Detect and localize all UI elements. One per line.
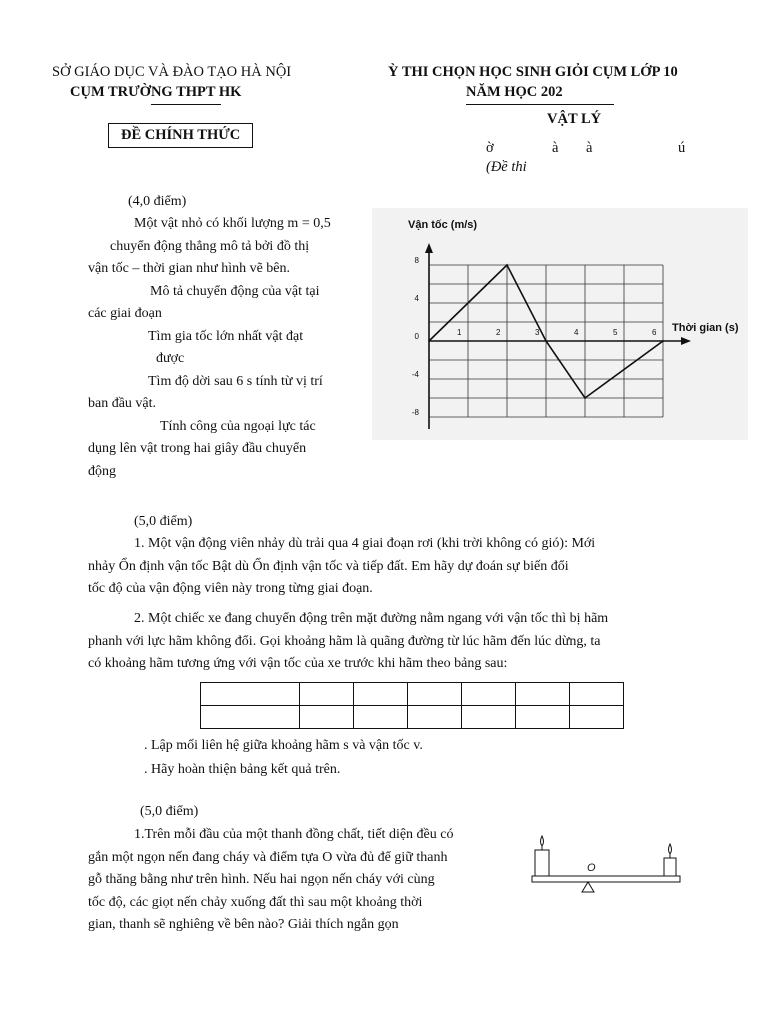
x-tick-label: 6 — [652, 328, 657, 337]
x-axis-label: Thời gian (s) — [672, 322, 739, 334]
exam-title: Ỳ THI CHỌN HỌC SINH GIỎI CỤM LỚP 10 — [388, 64, 678, 80]
q3-line-5: gian, thanh sẽ nghiêng về bên nào? Giải thích ngắn gọn — [88, 917, 399, 932]
x-tick-label: 2 — [496, 328, 501, 337]
q1-part-b-line-1: Tìm gia tốc lớn nhất vật đạt — [148, 328, 304, 344]
time-fragment-1: ờ — [486, 140, 494, 156]
q3-line-3: gỗ thăng bằng như trên hình. Nếu hai ngọn nến cháy với cùng — [88, 872, 435, 887]
q3-line-1: 1.Trên mỗi đầu của một thanh đồng chất, tiết diện đều có — [134, 827, 454, 842]
q1-part-d-line-2: dụng lên vật trong hai giây đầu chuyển — [88, 441, 307, 456]
department-name: SỞ GIÁO DỤC VÀ ĐÀO TẠO HÀ NỘI — [52, 64, 292, 80]
left-flame-icon — [541, 836, 544, 846]
q1-part-d-line-1: Tính công của ngoại lực tác — [160, 418, 316, 434]
right-header-underline — [466, 104, 614, 105]
velocity-data-point — [506, 264, 508, 266]
table-cell — [462, 683, 516, 706]
q1-points: (4,0 điểm) — [128, 194, 187, 209]
x-tick-label: 4 — [574, 328, 579, 337]
official-exam-label: ĐỀ CHÍNH THỨC — [108, 123, 253, 148]
table-cell — [201, 706, 300, 729]
table-cell — [354, 683, 408, 706]
y-tick-label: 4 — [414, 294, 419, 303]
table-cell — [516, 706, 570, 729]
subject-name: VẬT LÝ — [547, 111, 602, 127]
table-cell — [462, 706, 516, 729]
time-fragment-2: à — [552, 140, 559, 156]
q1-part-a-line-1: Mô tả chuyển động của vật tại — [150, 283, 320, 299]
q1-text — [88, 213, 364, 483]
q2-sub-b: . Hãy hoàn thiện bảng kết quả trên. — [144, 762, 341, 777]
table-row — [201, 706, 624, 729]
table-row — [201, 683, 624, 706]
velocity-time-chart — [372, 208, 748, 440]
velocity-data-point — [545, 340, 547, 342]
q1-part-c-line-1: Tìm độ dời sau 6 s tính từ vị trí — [148, 373, 323, 389]
q2-p1-line-1: 1. Một vận động viên nhảy dù trải qua 4 giai đoạn rơi (khi trời không có gió): Mới — [134, 536, 596, 551]
q2-p2-line-2: phanh với lực hãm không đổi. Gọi khoảng hãm là quãng đường từ lúc hãm đến lúc dừng, ta — [88, 633, 601, 649]
table-cell — [201, 683, 300, 706]
q2-part-2 — [88, 608, 704, 676]
q1-intro-line-1: Một vật nhỏ có khối lượng m = 0,5 — [134, 216, 331, 231]
y-tick-label: 0 — [414, 332, 419, 341]
velocity-data-point — [584, 397, 586, 399]
left-header-underline — [151, 104, 221, 105]
q2-sub-a: . Lập mối liên hệ giữa khoảng hãm s và vận tốc v. — [144, 738, 423, 753]
x-tick-label: 5 — [613, 328, 618, 337]
table-cell — [570, 706, 624, 729]
q3-line-2: gắn một ngọn nến đang cháy và điểm tựa O vừa đủ để giữ thanh — [88, 849, 448, 865]
y-tick-label: -4 — [411, 370, 419, 379]
braking-distance-table — [200, 682, 624, 729]
q2-p2-line-3: có khoảng hãm tương ứng với vận tốc của xe trước khi hãm theo bảng sau: — [88, 656, 508, 671]
table-cell — [516, 683, 570, 706]
time-fragment-3: à — [586, 140, 593, 156]
q1-part-c-line-2: ban đầu vật. — [88, 396, 157, 411]
table-cell — [300, 683, 354, 706]
left-candle — [535, 836, 549, 876]
candle-lever-diagram — [526, 830, 696, 896]
y-tick-label: -8 — [411, 408, 419, 417]
pivot-support — [582, 882, 594, 892]
x-tick-label: 1 — [457, 328, 462, 337]
y-tick-label: 8 — [414, 256, 419, 265]
q2-p1-line-3: tốc độ của vận động viên này trong từng giai đoạn. — [88, 581, 373, 596]
q3-points: (5,0 điểm) — [140, 804, 199, 819]
school-year: NĂM HỌC 202 — [466, 84, 563, 100]
table-cell — [570, 683, 624, 706]
q1-part-a-line-2: các giai đoạn — [88, 306, 162, 321]
q1-part-d-line-3: động — [88, 463, 116, 479]
table-cell — [354, 706, 408, 729]
q2-part-1 — [88, 533, 704, 601]
table-cell — [408, 706, 462, 729]
q3-line-4: tốc độ, các giọt nến chảy xuống đất thì sau một khoảng thời — [88, 894, 423, 910]
velocity-data-point — [428, 340, 430, 342]
velocity-data-point — [662, 340, 664, 342]
y-axis-label: Vận tốc (m/s) — [408, 219, 478, 231]
table-cell — [300, 706, 354, 729]
table-cell — [408, 683, 462, 706]
right-flame-icon — [669, 844, 672, 854]
q2-p1-line-2: nhảy Ổn định vận tốc Bật dù Ổn định vận tốc và tiếp đất. Em hãy dự đoán sự biến đổi — [88, 558, 569, 574]
q1-intro-line-2: chuyển động thẳng mô tả bởi đồ thị — [110, 238, 310, 254]
q2-points: (5,0 điểm) — [134, 514, 193, 529]
school-cluster-name: CỤM TRƯỜNG THPT HK — [70, 84, 242, 100]
right-candle — [664, 844, 676, 876]
wooden-bar — [532, 876, 680, 882]
exam-note: (Đề thi — [486, 159, 527, 175]
time-fragment-4: ú — [678, 140, 686, 156]
x-tick-label: 3 — [535, 328, 540, 337]
q1-intro-line-3: vận tốc – thời gian như hình vẽ bên. — [88, 261, 291, 276]
q1-part-b-line-2: được — [156, 351, 185, 366]
q3-text — [88, 824, 512, 937]
q2-p2-line-1: 2. Một chiếc xe đang chuyển động trên mặt đường nằm ngang với vận tốc thì bị hãm — [134, 611, 609, 626]
pivot-label: O — [587, 862, 596, 874]
